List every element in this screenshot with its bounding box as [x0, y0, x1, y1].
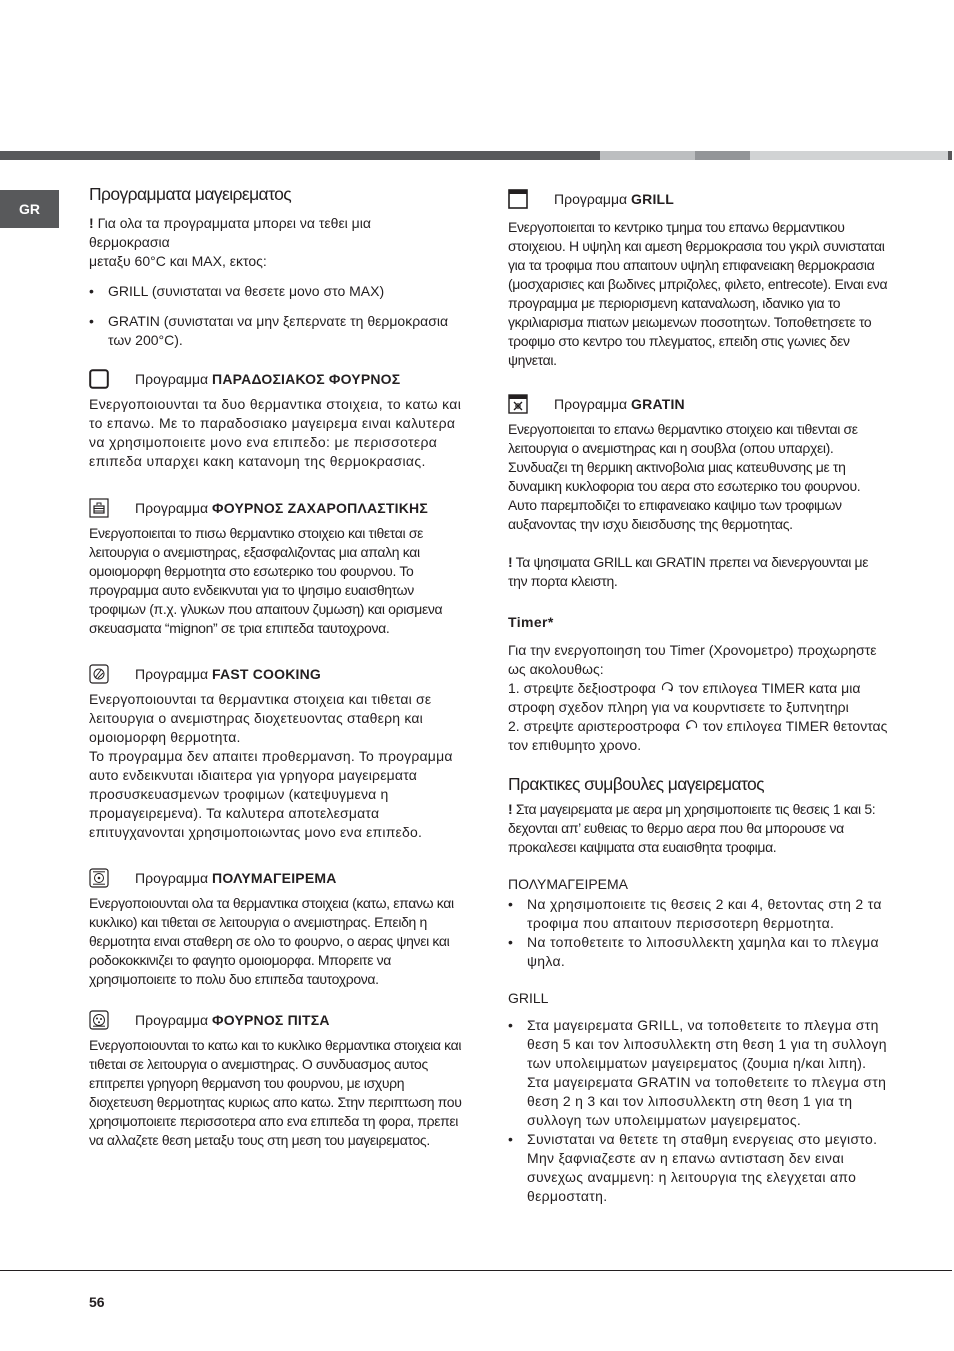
timer-heading: Timer* — [508, 614, 554, 630]
program-name: ΠΑΡΑΔΟΣΙΑΚΟΣ ΦΟΥΡΝΟΣ — [212, 370, 401, 387]
note-text: Στα μαγειρεματα με αερα μη χρησιμοποιειτε τις θεσεις 1 και 5: δεχονται απ’ ευθειας το θερμο αερα που θα μπορουσε να προκαλεσει καψιματα στα ευαισθητα τροφιμα. — [508, 801, 876, 855]
timer-step-1 — [508, 679, 888, 717]
header-band-light-2 — [750, 151, 948, 160]
clockwise-arrow-icon — [660, 681, 675, 694]
header-band-end — [948, 151, 952, 160]
multi-cooking-icon — [89, 868, 109, 888]
program-grill — [508, 188, 888, 210]
grill-list — [508, 1016, 888, 1206]
grill-icon — [508, 189, 528, 209]
tips-heading: Πρακτικες συμβουλες μαγειρεματος — [508, 774, 765, 794]
program-gratin — [508, 393, 888, 415]
square-icon — [89, 369, 109, 389]
warning-mark: ! — [508, 554, 513, 570]
program-description: Ενεργοποιειται το πισω θερμαντικο στοιχειο και τιθεται σε λειτουργια ο ανεμιστηρας, εξασφαλιζοντας μια απαλη και ομοιομορφη θερμοτητα στο εσωτερικο του φουρνου. Το προγραμμα αυτο ενδεικνυται για το ψησιμο ευαισθητων τροφιμων (π.χ. γλυκων που απαιτουν ζυμωση) και ορισμενα σκευασματα “mignon” σε τρια επιπεδα ταυτοχρονα. — [89, 525, 443, 636]
note-line-1: Για ολα τα προγραμματα μπορει να τεθει μια — [97, 215, 371, 231]
left-column — [89, 182, 465, 1150]
program-description: Ενεργοποιουνται ολα τα θερμαντικα στοιχεια (κατω, επανω και κυκλικο) και τιθεται σε λειτουργια ο ανεμιστηρας. Επειδη η θερμοτητα ειναι σταθερη σε ολο το φουρνο, ο αερας ψηνει και ροδοκοκκινιζει το φαγητο ομοιομορφα. Μπορειτε να χρησιμοποιειτε το πολυ δυο επιπεδα ταυτοχρονα. — [89, 895, 454, 987]
program-prefix: Προγραμμα — [554, 190, 628, 207]
gratin-icon — [508, 394, 528, 414]
multi-cooking-list — [508, 895, 888, 971]
fast-cooking-icon — [89, 664, 109, 684]
program-fast-cooking — [89, 663, 465, 685]
grill-gratin-note — [508, 553, 888, 591]
step-text: 2. στρεψτε αριστεροστροφα — [508, 718, 681, 734]
timer-intro: Για την ενεργοποιηση του Timer (Χρονομετρο) προχωρηστε ως ακολουθως: — [508, 642, 877, 677]
list-item: • Να χρησιμοποιειτε τις θεσεις 2 και 4, θετοντας στη 2 τα τροφιμα που απαιτουν περισσοτερη θερμοτητα. — [508, 895, 888, 933]
program-name: GRATIN — [631, 395, 685, 412]
counterclockwise-arrow-icon — [684, 719, 699, 732]
pastry-oven-icon — [89, 498, 109, 518]
program-name: ΦΟΥΡΝΟΣ ΖΑΧΑΡΟΠΛΑΣΤΙΚΗΣ — [212, 499, 428, 516]
list-item: • Συνισταται να θετετε τη σταθμη ενεργειας στο μεγιστο. Μην ξαφνιαζεστε αν η επανω αντισταση δεν ειναι συνεχως αναμμενη: η λειτουργια της ελεγχεται απο θερμοστατη. — [508, 1130, 888, 1206]
step-text: τον επιλογεα TIMER θετοντας τον επιθυμητο χρονο. — [508, 718, 888, 753]
program-description: Ενεργοποιουνται τα δυο θερμαντικα στοιχεια, το κατω και το επανω. Με το παραδοσιακο μαγειρεμα ειναι καλυτερα να χρησιμοποιειτε μονο ενα επιπεδο: με περισσοτερα επιπεδα υπαρχει κακη κατανομη της θερμοκρασιας. — [89, 396, 462, 469]
program-prefix: Προγραμμα — [135, 1011, 209, 1028]
list-item: • Στα μαγειρεματα GRILL, να τοποθετειτε το πλεγμα στη θεση 5 και τον λιποσυλλεκτη στη θεση 1 για τη συλλογη των υπολειμματων μαγειρεματος (ζουμια η/και λιπη). Στα μαγειρεματα GRATIN να τοποθετειτε το πλεγμα στη θεση 2 η 3 και τον λιποσυλλεκτη στη θεση 1 για τη συλλογη των υπολειμματων μαγειρεματος. — [508, 1016, 888, 1130]
program-name: FAST COOKING — [212, 665, 322, 682]
program-pastry-oven — [89, 497, 465, 519]
program-name: GRILL — [631, 190, 675, 207]
program-description: Ενεργοποιουνται τα θερμαντικα στοιχεια και τιθεται σε λειτουργια ο ανεμιστηρας διοχετευοντας σταθερη και ομοιομορφη θερμοτητα. Το προγραμμα δεν απαιτει προθερμανση. Το προγραμμα αυτο ενδεικνυται ιδιαιτερα για γρηγορα μαγειρεματα προσυσκευασμενων τροφιμων (κατεψυγμενα η προμαγειρεμενα). Τα καλυτερα αποτελεσματα επιτυγχανονται χρησιμοποιωντας μονο ενα επιπεδο. — [89, 691, 453, 840]
program-prefix: Προγραμμα — [135, 869, 209, 886]
program-prefix: Προγραμμα — [554, 395, 628, 412]
page-number: 56 — [89, 1294, 105, 1310]
step-text: 1. στρεψτε δεξιοστροφα — [508, 680, 656, 696]
warning-mark: ! — [508, 801, 513, 817]
program-description: Ενεργοποιουνται το κατω και το κυκλικο θερμαντικα στοιχεια και τιθεται σε λειτουργια ο ανεμιστηρας. Ο συνδυασμος αυτος επιτρεπει γρηγορη θερμανση του φουρνου, με ισχυρη διοχετευση θερμοτητας κυριως απο κατω. Στην περιπτωση που χρησιμοποιειτε περισσοτερα απο ενα επιπεδα τη φορα, πρεπει να αλλαζετε θεση μεταξυ τους στη μεση του μαγειρεματος. — [89, 1037, 462, 1148]
program-description: Ενεργοποιειται το επανω θερμαντικο στοιχειο και τιθενται σε λειτουργια ο ανεμιστηρας και η σουβλα (οπου υπαρχει). Συνδυαζει τη θερμικη ακτινοβολια μιας κατευθυνσης με τη δυναμικη κυκλοφορια του αερα στο εσωτερικο του φουρνου. Αυτο παρεμποδιζει το επιφανειακο καψιμο των τροφιμων αυξανοντας την ισχυ διεισδυσης της θερμοτητας. — [508, 421, 861, 532]
program-prefix: Προγραμμα — [135, 370, 209, 387]
header-band-mid — [695, 151, 750, 160]
program-name: ΠΟΛΥΜΑΓΕΙΡΕΜΑ — [212, 869, 337, 886]
list-item: • GRATIN (συνισταται να μην ξεπερνατε τη θερμοκρασια των 200°C). — [89, 312, 465, 350]
program-multi-cooking — [89, 867, 465, 889]
timer-step-2 — [508, 717, 888, 755]
program-prefix: Προγραμμα — [135, 665, 209, 682]
note-line-3: μεταξυ 60°C και MAX, εκτος: — [89, 253, 267, 269]
list-item: • GRILL (συνισταται να θεσετε μονο στο MAX) — [89, 282, 465, 301]
tips-note — [508, 800, 888, 857]
pizza-oven-icon — [89, 1010, 109, 1030]
header-band-light — [600, 151, 695, 160]
program-name: ΦΟΥΡΝΟΣ ΠΙΤΣΑ — [212, 1011, 330, 1028]
temperature-note — [89, 214, 465, 271]
note-text: Τα ψησιματα GRILL και GRATIN πρεπει να διενεργουνται με την πορτα κλειστη. — [508, 554, 869, 589]
warning-mark: ! — [89, 215, 94, 231]
step-text: τον επιλογεα TIMER κατα μια στροφη σχεδον πληρη για να κουρντισετε το ξυπνητηρι — [508, 680, 861, 715]
program-traditional-oven — [89, 368, 465, 390]
header-band-dark — [0, 151, 600, 160]
exceptions-list — [89, 282, 465, 350]
right-column — [508, 188, 888, 1206]
program-pizza-oven — [89, 1009, 465, 1031]
language-tab: GR — [0, 190, 59, 228]
multi-cooking-subheading: ΠΟΛΥΜΑΓΕΙΡΕΜΑ — [508, 876, 629, 892]
programs-heading: Προγραμματα μαγειρεματος — [89, 184, 292, 204]
footer-rule — [0, 1270, 952, 1271]
list-item: • Να τοποθετειτε το λιποσυλλεκτη χαμηλα και το πλεγμα ψηλα. — [508, 933, 888, 971]
note-line-2: θερμοκρασια — [89, 234, 170, 250]
program-description: Ενεργοποιειται το κεντρικο τμημα του επανω θερμαντικου στοιχειου. Η υψηλη και αμεση θερμοκρασια του γκριλ συνισταται για τα τροφιμα που απαιτουν υψηλη επιφανειακη θερμοκρασια (μοσχαρισιες και βωδινες μπριζολες, φιλετο, entrecote). Ειναι ενα προγραμμα με περιορισμενη καταναλωση, ιδανικο για το γκριλιαρισμα πιατων μειωμενων ποσοτητων. Τοποθετησετε το τροφιμο στο κεντρο του πλεγματος, επειδη στις γωνιες δεν ψηνεται. — [508, 219, 888, 368]
grill-subheading: GRILL — [508, 990, 549, 1006]
program-prefix: Προγραμμα — [135, 499, 209, 516]
